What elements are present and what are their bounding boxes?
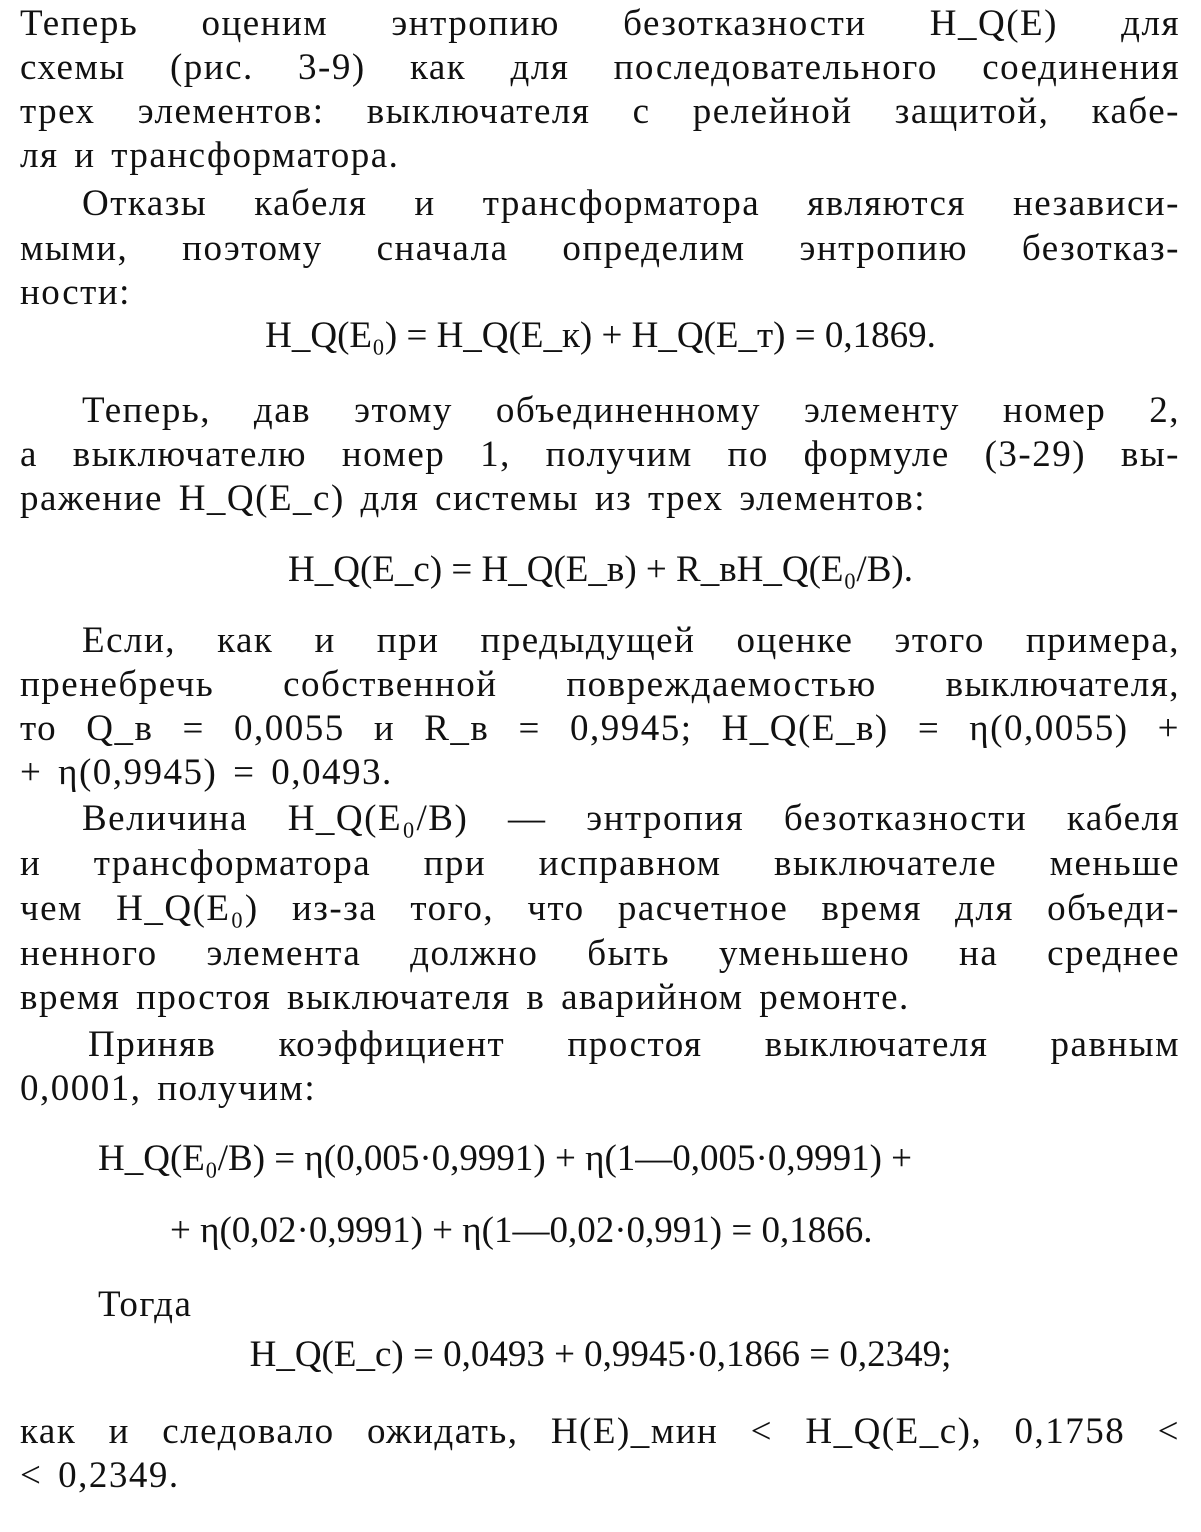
para4-line-1: Если, как и при предыдущей оценке этого примера, bbox=[82, 620, 1180, 661]
para5-line-4: ненного элемента должно быть уменьшено на среднее bbox=[20, 933, 1180, 974]
equation-4: H_Q(E_с) = 0,0493 + 0,9945·0,1866 = 0,2349; bbox=[249, 1334, 952, 1375]
para7-line-1: как и следовало ожидать, H(E)_мин < H_Q(E_с), 0,1758 < bbox=[20, 1411, 1180, 1452]
para1-line-2: схемы (рис. 3-9) как для последовательного соединения bbox=[20, 47, 1180, 88]
para3-line-1: Теперь, дав этому объединенному элементу номер 2, bbox=[82, 390, 1180, 431]
then-word: Тогда bbox=[98, 1284, 193, 1325]
para4-line-3: то Q_в = 0,0055 и R_в = 0,9945; H_Q(E_в) = η(0,0055) + bbox=[20, 708, 1180, 749]
para3-line-3: ражение H_Q(E_с) для системы из трех элементов: bbox=[20, 478, 927, 519]
para1-line-4: ля и трансформатора. bbox=[20, 135, 400, 176]
para3-line-2: а выключателю номер 1, получим по формуле (3-29) вы- bbox=[20, 434, 1180, 475]
para5-line-1: Величина H_Q(E₀/B) — энтропия безотказности кабеля bbox=[82, 798, 1180, 839]
para4-line-2: пренебречь собственной повреждаемостью выключателя, bbox=[20, 664, 1180, 705]
equation-1: H_Q(E₀) = H_Q(E_к) + H_Q(E_т) = 0,1869. bbox=[265, 315, 936, 356]
para1-line-1: Теперь оценим энтропию безотказности H_Q(E) для bbox=[20, 3, 1180, 44]
equation-2: H_Q(E_с) = H_Q(E_в) + R_вH_Q(E₀/B). bbox=[288, 549, 913, 590]
para6-line-2: 0,0001, получим: bbox=[20, 1068, 317, 1109]
para1-line-3: трех элементов: выключателя с релейной защитой, кабе- bbox=[20, 91, 1180, 132]
equation-3-line-1: H_Q(E₀/B) = η(0,005·0,9991) + η(1—0,005·0,9991) + bbox=[98, 1138, 913, 1179]
para5-line-5: время простоя выключателя в аварийном ремонте. bbox=[20, 977, 910, 1018]
para7-line-2: < 0,2349. bbox=[20, 1455, 180, 1496]
para6-line-1: Приняв коэффициент простоя выключателя равным bbox=[88, 1024, 1180, 1065]
para2-line-3: ности: bbox=[20, 272, 131, 313]
para4-line-4: + η(0,9945) = 0,0493. bbox=[20, 752, 393, 793]
para5-line-3: чем H_Q(E₀) из-за того, что расчетное время для объеди- bbox=[20, 888, 1180, 929]
para2-line-2: мыми, поэтому сначала определим энтропию безотказ- bbox=[20, 228, 1180, 269]
para2-line-1: Отказы кабеля и трансформатора являются независи- bbox=[82, 183, 1180, 224]
equation-3-line-2: + η(0,02·0,9991) + η(1—0,02·0,991) = 0,1866. bbox=[170, 1210, 873, 1251]
para5-line-2: и трансформатора при исправном выключателе меньше bbox=[20, 843, 1180, 884]
